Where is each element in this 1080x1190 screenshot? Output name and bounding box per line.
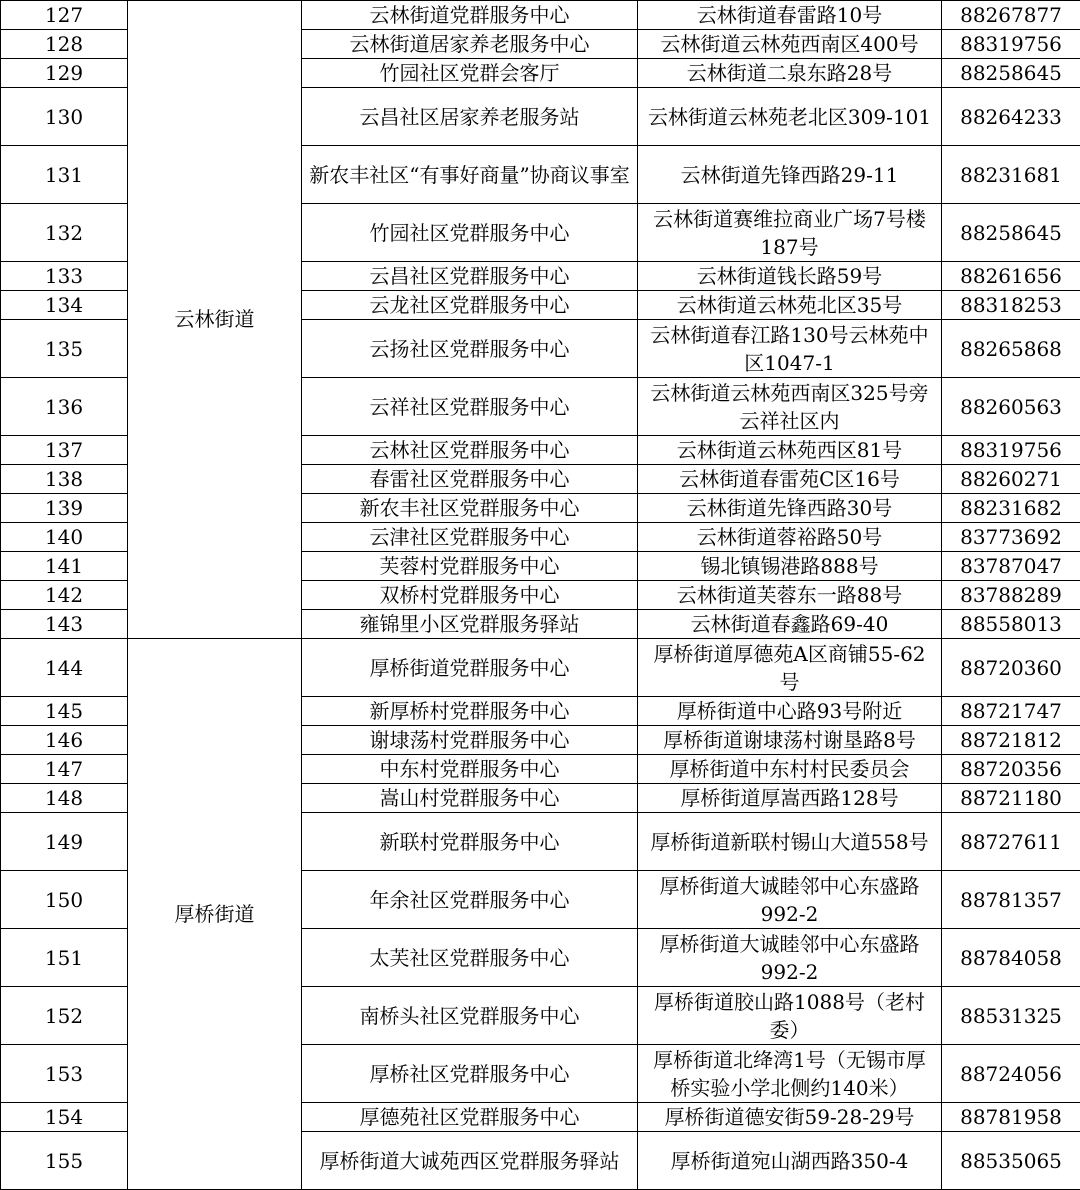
row-number-cell: 127 bbox=[1, 1, 128, 30]
center-name-cell: 厚桥街道党群服务中心 bbox=[302, 639, 638, 697]
address-cell: 厚桥街道宛山湖西路350-4 bbox=[638, 1132, 942, 1190]
address-cell: 云林街道云林苑北区35号 bbox=[638, 291, 942, 320]
phone-cell: 88531325 bbox=[942, 987, 1080, 1045]
phone-cell: 88319756 bbox=[942, 436, 1080, 465]
address-cell: 云林街道春雷苑C区16号 bbox=[638, 465, 942, 494]
center-name-cell: 新厚桥村党群服务中心 bbox=[302, 697, 638, 726]
phone-cell: 88265868 bbox=[942, 320, 1080, 378]
phone-cell: 88258645 bbox=[942, 59, 1080, 88]
center-name-cell: 新联村党群服务中心 bbox=[302, 813, 638, 871]
district-cell: 云林街道 bbox=[128, 1, 302, 639]
address-cell: 厚桥街道大诚睦邻中心东盛路992-2 bbox=[638, 871, 942, 929]
phone-cell: 88267877 bbox=[942, 1, 1080, 30]
row-number-cell: 143 bbox=[1, 610, 128, 639]
center-name-cell: 云林社区党群服务中心 bbox=[302, 436, 638, 465]
address-cell: 云林街道云林苑西区81号 bbox=[638, 436, 942, 465]
row-number-cell: 150 bbox=[1, 871, 128, 929]
address-cell: 厚桥街道胶山路1088号（老村委） bbox=[638, 987, 942, 1045]
row-number-cell: 140 bbox=[1, 523, 128, 552]
center-name-cell: 云林街道居家养老服务中心 bbox=[302, 30, 638, 59]
phone-cell: 88784058 bbox=[942, 929, 1080, 987]
row-number-cell: 152 bbox=[1, 987, 128, 1045]
row-number-cell: 138 bbox=[1, 465, 128, 494]
center-name-cell: 年余社区党群服务中心 bbox=[302, 871, 638, 929]
address-cell: 云林街道蓉裕路50号 bbox=[638, 523, 942, 552]
center-name-cell: 春雷社区党群服务中心 bbox=[302, 465, 638, 494]
center-name-cell: 云津社区党群服务中心 bbox=[302, 523, 638, 552]
address-cell: 厚桥街道新联村锡山大道558号 bbox=[638, 813, 942, 871]
address-cell: 厚桥街道中东村村民委员会 bbox=[638, 755, 942, 784]
center-name-cell: 厚德苑社区党群服务中心 bbox=[302, 1103, 638, 1132]
row-number-cell: 145 bbox=[1, 697, 128, 726]
table-row bbox=[1, 639, 1080, 697]
row-number-cell: 154 bbox=[1, 1103, 128, 1132]
row-number-cell: 146 bbox=[1, 726, 128, 755]
address-cell: 厚桥街道大诚睦邻中心东盛路992-2 bbox=[638, 929, 942, 987]
phone-cell: 88558013 bbox=[942, 610, 1080, 639]
row-number-cell: 129 bbox=[1, 59, 128, 88]
row-number-cell: 141 bbox=[1, 552, 128, 581]
phone-cell: 88231682 bbox=[942, 494, 1080, 523]
center-name-cell: 南桥头社区党群服务中心 bbox=[302, 987, 638, 1045]
address-cell: 云林街道先锋西路30号 bbox=[638, 494, 942, 523]
center-name-cell: 中东村党群服务中心 bbox=[302, 755, 638, 784]
phone-cell: 83788289 bbox=[942, 581, 1080, 610]
phone-cell: 88781357 bbox=[942, 871, 1080, 929]
table-body bbox=[1, 1, 1080, 1190]
row-number-cell: 142 bbox=[1, 581, 128, 610]
center-name-cell: 云扬社区党群服务中心 bbox=[302, 320, 638, 378]
phone-cell: 88721747 bbox=[942, 697, 1080, 726]
phone-cell: 88721812 bbox=[942, 726, 1080, 755]
phone-cell: 88260563 bbox=[942, 378, 1080, 436]
center-name-cell: 云昌社区党群服务中心 bbox=[302, 262, 638, 291]
address-cell: 厚桥街道中心路93号附近 bbox=[638, 697, 942, 726]
row-number-cell: 137 bbox=[1, 436, 128, 465]
address-cell: 厚桥街道厚德苑A区商铺55-62号 bbox=[638, 639, 942, 697]
phone-cell: 88260271 bbox=[942, 465, 1080, 494]
phone-cell: 88724056 bbox=[942, 1045, 1080, 1103]
phone-cell: 88720360 bbox=[942, 639, 1080, 697]
phone-cell: 88258645 bbox=[942, 204, 1080, 262]
row-number-cell: 135 bbox=[1, 320, 128, 378]
phone-cell: 88727611 bbox=[942, 813, 1080, 871]
phone-cell: 88231681 bbox=[942, 146, 1080, 204]
address-cell: 云林街道云林苑西南区400号 bbox=[638, 30, 942, 59]
row-number-cell: 147 bbox=[1, 755, 128, 784]
address-cell: 厚桥街道谢埭荡村谢垦路8号 bbox=[638, 726, 942, 755]
phone-cell: 88261656 bbox=[942, 262, 1080, 291]
center-name-cell: 芙蓉村党群服务中心 bbox=[302, 552, 638, 581]
row-number-cell: 153 bbox=[1, 1045, 128, 1103]
center-name-cell: 太芙社区党群服务中心 bbox=[302, 929, 638, 987]
row-number-cell: 132 bbox=[1, 204, 128, 262]
row-number-cell: 151 bbox=[1, 929, 128, 987]
row-number-cell: 130 bbox=[1, 88, 128, 146]
row-number-cell: 148 bbox=[1, 784, 128, 813]
address-cell: 厚桥街道北绛湾1号（无锡市厚桥实验小学北侧约140米） bbox=[638, 1045, 942, 1103]
center-name-cell: 嵩山村党群服务中心 bbox=[302, 784, 638, 813]
phone-cell: 88319756 bbox=[942, 30, 1080, 59]
address-cell: 云林街道二泉东路28号 bbox=[638, 59, 942, 88]
phone-cell: 88721180 bbox=[942, 784, 1080, 813]
address-cell: 云林街道赛维拉商业广场7号楼187号 bbox=[638, 204, 942, 262]
center-name-cell: 厚桥街道大诚苑西区党群服务驿站 bbox=[302, 1132, 638, 1190]
address-cell: 云林街道春鑫路69-40 bbox=[638, 610, 942, 639]
row-number-cell: 131 bbox=[1, 146, 128, 204]
phone-cell: 88720356 bbox=[942, 755, 1080, 784]
phone-cell: 83773692 bbox=[942, 523, 1080, 552]
center-name-cell: 双桥村党群服务中心 bbox=[302, 581, 638, 610]
row-number-cell: 155 bbox=[1, 1132, 128, 1190]
address-cell: 云林街道春雷路10号 bbox=[638, 1, 942, 30]
address-cell: 厚桥街道德安街59-28-29号 bbox=[638, 1103, 942, 1132]
address-cell: 云林街道云林苑西南区325号旁云祥社区内 bbox=[638, 378, 942, 436]
address-cell: 云林街道芙蓉东一路88号 bbox=[638, 581, 942, 610]
center-name-cell: 厚桥社区党群服务中心 bbox=[302, 1045, 638, 1103]
row-number-cell: 133 bbox=[1, 262, 128, 291]
row-number-cell: 144 bbox=[1, 639, 128, 697]
district-cell: 厚桥街道 bbox=[128, 639, 302, 1190]
center-name-cell: 云龙社区党群服务中心 bbox=[302, 291, 638, 320]
address-cell: 厚桥街道厚嵩西路128号 bbox=[638, 784, 942, 813]
phone-cell: 88264233 bbox=[942, 88, 1080, 146]
center-name-cell: 云林街道党群服务中心 bbox=[302, 1, 638, 30]
center-name-cell: 竹园社区党群服务中心 bbox=[302, 204, 638, 262]
address-cell: 云林街道云林苑老北区309-101 bbox=[638, 88, 942, 146]
row-number-cell: 136 bbox=[1, 378, 128, 436]
row-number-cell: 134 bbox=[1, 291, 128, 320]
phone-cell: 83787047 bbox=[942, 552, 1080, 581]
phone-cell: 88318253 bbox=[942, 291, 1080, 320]
address-cell: 云林街道先锋西路29-11 bbox=[638, 146, 942, 204]
center-name-cell: 新农丰社区党群服务中心 bbox=[302, 494, 638, 523]
center-name-cell: 新农丰社区“有事好商量”协商议事室 bbox=[302, 146, 638, 204]
center-name-cell: 谢埭荡村党群服务中心 bbox=[302, 726, 638, 755]
row-number-cell: 139 bbox=[1, 494, 128, 523]
address-cell: 云林街道春江路130号云林苑中区1047-1 bbox=[638, 320, 942, 378]
table-row bbox=[1, 1, 1080, 30]
center-name-cell: 云昌社区居家养老服务站 bbox=[302, 88, 638, 146]
phone-cell: 88781958 bbox=[942, 1103, 1080, 1132]
center-name-cell: 雍锦里小区党群服务驿站 bbox=[302, 610, 638, 639]
center-name-cell: 云祥社区党群服务中心 bbox=[302, 378, 638, 436]
phone-cell: 88535065 bbox=[942, 1132, 1080, 1190]
address-cell: 锡北镇锡港路888号 bbox=[638, 552, 942, 581]
row-number-cell: 128 bbox=[1, 30, 128, 59]
center-name-cell: 竹园社区党群会客厅 bbox=[302, 59, 638, 88]
row-number-cell: 149 bbox=[1, 813, 128, 871]
address-cell: 云林街道钱长路59号 bbox=[638, 262, 942, 291]
